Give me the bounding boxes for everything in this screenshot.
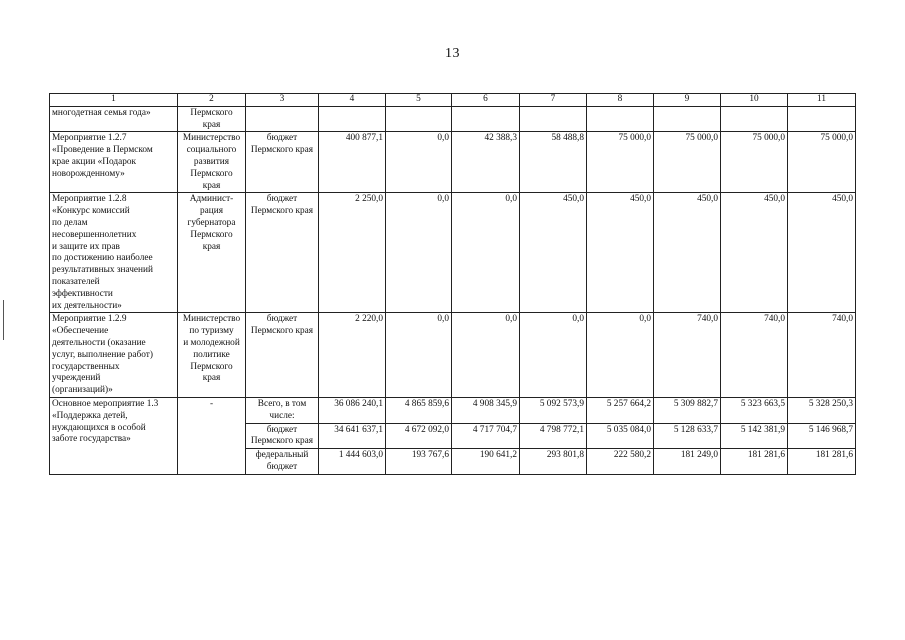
- activity-name-cell: [50, 132, 178, 193]
- value-cell: 222 580,2: [587, 449, 654, 475]
- executor-cell: [178, 106, 246, 132]
- executor-cell: [178, 132, 246, 193]
- funding-source-cell: [246, 449, 319, 475]
- value-cell: 181 281,6: [788, 449, 856, 475]
- value-cell: [587, 106, 654, 132]
- cell-line: Пермского края: [250, 145, 314, 156]
- value-cell: 450,0: [587, 193, 654, 313]
- value-cell: 740,0: [654, 313, 721, 398]
- cell-line: учреждений: [52, 373, 101, 384]
- value-cell: 181 249,0: [654, 449, 721, 475]
- cell-line: -: [209, 398, 214, 409]
- cell-line: и молодежной: [183, 337, 240, 348]
- value-cell: 5 323 663,5: [721, 397, 788, 423]
- value-cell: 0,0: [452, 313, 520, 398]
- value-cell: [452, 106, 520, 132]
- cell-line: края: [202, 119, 221, 130]
- cell-line: федеральный: [255, 450, 309, 461]
- header-cell: 6: [452, 94, 520, 107]
- cell-line: Мероприятие 1.2.9: [52, 314, 127, 325]
- cell-line: Мероприятие 1.2.8: [52, 194, 127, 205]
- value-cell: 1 444 603,0: [319, 449, 386, 475]
- cell-line: края: [202, 180, 221, 191]
- value-cell: 5 142 381,9: [721, 423, 788, 449]
- value-cell: 0,0: [587, 313, 654, 398]
- value-cell: 75 000,0: [654, 132, 721, 193]
- value-cell: 4 865 859,6: [386, 397, 452, 423]
- value-cell: 4 798 772,1: [520, 423, 587, 449]
- funding-source-cell: [246, 106, 319, 132]
- value-cell: 42 388,3: [452, 132, 520, 193]
- cell-line: заботе государства»: [52, 434, 131, 445]
- cell-line: Пермского: [190, 361, 233, 372]
- value-cell: 4 672 092,0: [386, 423, 452, 449]
- cell-line: рация: [199, 206, 223, 217]
- value-cell: 181 281,6: [721, 449, 788, 475]
- funding-source-cell: [246, 313, 319, 398]
- cell-line: политике: [193, 349, 230, 360]
- cell-line: Пермского: [190, 168, 233, 179]
- value-cell: 5 309 882,7: [654, 397, 721, 423]
- value-cell: 34 641 637,1: [319, 423, 386, 449]
- value-cell: 2 220,0: [319, 313, 386, 398]
- cell-line: бюджет: [266, 424, 298, 435]
- value-cell: 5 128 633,7: [654, 423, 721, 449]
- value-cell: 450,0: [520, 193, 587, 313]
- value-cell: 4 717 704,7: [452, 423, 520, 449]
- cell-line: Пермского края: [250, 326, 314, 337]
- header-row: [50, 94, 856, 107]
- cell-line: результативных значений: [52, 265, 153, 276]
- cell-line: губернатора: [187, 217, 236, 228]
- cell-line: (организаций)»: [52, 385, 113, 396]
- value-cell: 5 092 573,9: [520, 397, 587, 423]
- cell-line: Пермского: [190, 107, 233, 118]
- cell-line: Основное мероприятие 1.3: [52, 398, 159, 409]
- funding-source-cell: [246, 423, 319, 449]
- executor-cell: [178, 397, 246, 474]
- value-cell: 0,0: [386, 313, 452, 398]
- value-cell: 36 086 240,1: [319, 397, 386, 423]
- cell-line: Пермского: [190, 229, 233, 240]
- cell-line: бюджет: [266, 314, 298, 325]
- cell-line: деятельности (оказание: [52, 337, 146, 348]
- cell-line: «Обеспечение: [52, 326, 109, 337]
- value-cell: [721, 106, 788, 132]
- value-cell: 450,0: [788, 193, 856, 313]
- cell-line: бюджет: [266, 194, 298, 205]
- table-body: [50, 94, 856, 475]
- cell-line: края: [202, 373, 221, 384]
- executor-cell: [178, 313, 246, 398]
- value-cell: 193 767,6: [386, 449, 452, 475]
- header-cell: 8: [587, 94, 654, 107]
- value-cell: 58 488,8: [520, 132, 587, 193]
- table-row: [50, 132, 856, 193]
- value-cell: 4 908 345,9: [452, 397, 520, 423]
- cell-line: социального: [186, 145, 237, 156]
- value-cell: [788, 106, 856, 132]
- value-cell: [654, 106, 721, 132]
- funding-source-cell: [246, 397, 319, 423]
- cell-line: Пермского края: [250, 436, 314, 447]
- value-cell: 5 146 968,7: [788, 423, 856, 449]
- value-cell: 2 250,0: [319, 193, 386, 313]
- cell-line: крае акции «Подарок: [52, 156, 137, 167]
- cell-line: «Конкурс комиссий: [52, 206, 130, 217]
- value-cell: 75 000,0: [587, 132, 654, 193]
- value-cell: [386, 106, 452, 132]
- cell-line: многодетная семья года»: [52, 107, 151, 118]
- value-cell: [520, 106, 587, 132]
- cell-line: эффективности: [52, 288, 113, 299]
- cell-line: по делам: [52, 217, 88, 228]
- value-cell: 450,0: [654, 193, 721, 313]
- header-cell: 11: [788, 94, 856, 107]
- cell-line: «Поддержка детей,: [52, 410, 128, 421]
- cell-line: Мероприятие 1.2.7: [52, 133, 127, 144]
- header-cell: 3: [246, 94, 319, 107]
- budget-table: [49, 93, 856, 475]
- value-cell: 0,0: [386, 132, 452, 193]
- value-cell: 190 641,2: [452, 449, 520, 475]
- cell-line: бюджет: [266, 133, 298, 144]
- value-cell: 450,0: [721, 193, 788, 313]
- value-cell: 5 035 084,0: [587, 423, 654, 449]
- cell-line: края: [202, 241, 221, 252]
- value-cell: 400 877,1: [319, 132, 386, 193]
- value-cell: 75 000,0: [788, 132, 856, 193]
- cell-line: государственных: [52, 361, 120, 372]
- value-cell: 0,0: [386, 193, 452, 313]
- cell-line: Всего, в том: [257, 398, 307, 409]
- header-cell: 4: [319, 94, 386, 107]
- activity-name-cell: [50, 313, 178, 398]
- cell-line: услуг, выполнение работ): [52, 349, 153, 360]
- value-cell: 5 328 250,3: [788, 397, 856, 423]
- activity-name-cell: [50, 106, 178, 132]
- cell-line: бюджет: [266, 461, 298, 472]
- cell-line: по туризму: [189, 326, 234, 337]
- header-cell: 1: [50, 94, 178, 107]
- funding-source-cell: [246, 132, 319, 193]
- cell-line: Министерство: [182, 314, 241, 325]
- scan-edge-mark: [3, 300, 4, 340]
- cell-line: развития: [193, 156, 230, 167]
- value-cell: 5 257 664,2: [587, 397, 654, 423]
- activity-name-cell: [50, 193, 178, 313]
- page-number: 13: [445, 46, 460, 61]
- header-cell: 9: [654, 94, 721, 107]
- cell-line: Министерство: [182, 133, 241, 144]
- cell-line: «Проведение в Пермском: [52, 145, 153, 156]
- cell-line: Админист-: [189, 194, 234, 205]
- value-cell: 740,0: [721, 313, 788, 398]
- header-cell: 10: [721, 94, 788, 107]
- value-cell: 740,0: [788, 313, 856, 398]
- header-cell: 7: [520, 94, 587, 107]
- cell-line: и защите их прав: [52, 241, 120, 252]
- executor-cell: [178, 193, 246, 313]
- value-cell: 293 801,8: [520, 449, 587, 475]
- table-row: [50, 193, 856, 313]
- cell-line: показателей: [52, 276, 100, 287]
- cell-line: новорожденному»: [52, 168, 125, 179]
- table-row: [50, 397, 856, 423]
- cell-line: по достижению наиболее: [52, 253, 153, 264]
- cell-line: нуждающихся в особой: [52, 422, 146, 433]
- value-cell: 0,0: [520, 313, 587, 398]
- cell-line: несовершеннолетних: [52, 229, 137, 240]
- table-row: [50, 106, 856, 132]
- value-cell: 0,0: [452, 193, 520, 313]
- activity-name-cell: [50, 397, 178, 474]
- header-cell: 5: [386, 94, 452, 107]
- value-cell: 75 000,0: [721, 132, 788, 193]
- funding-source-cell: [246, 193, 319, 313]
- cell-line: Пермского края: [250, 206, 314, 217]
- table-row: [50, 313, 856, 398]
- cell-line: числе:: [269, 410, 295, 421]
- value-cell: [319, 106, 386, 132]
- cell-line: их деятельности»: [52, 300, 122, 311]
- header-cell: 2: [178, 94, 246, 107]
